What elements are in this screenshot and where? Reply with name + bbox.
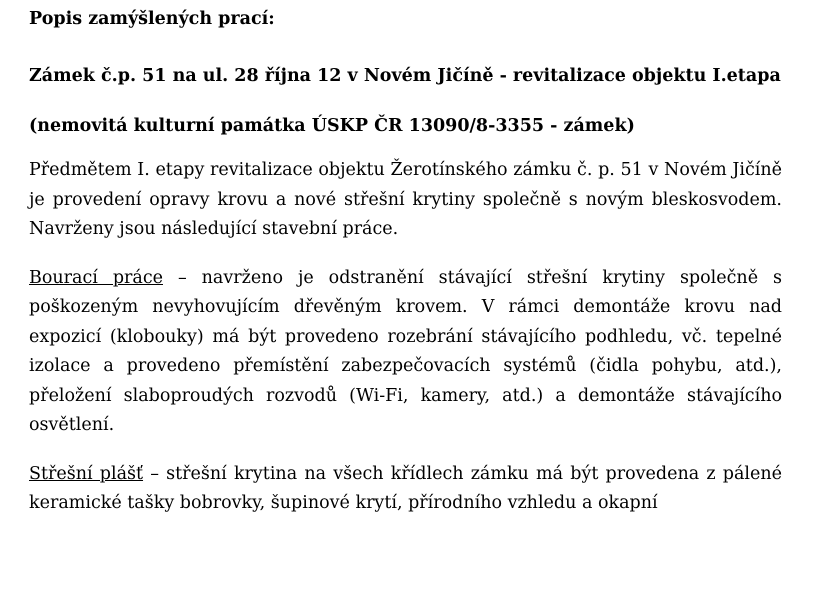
demolition-label: Bourací práce bbox=[29, 267, 163, 288]
document-title: Zámek č.p. 51 na ul. 28 října 12 v Novém Jičíně - revitalizace objektu I.etapa bbox=[29, 66, 781, 86]
roof-text: – střešní krytina na všech křídlech zámku má být provedena z pálené keramické tašky bobrovky, šupinové krytí, přírodního vzhledu a okapní bbox=[29, 463, 782, 513]
roof-paragraph bbox=[29, 460, 782, 519]
roof-label: Střešní plášť bbox=[29, 463, 144, 484]
section-heading: Popis zamýšlených prací: bbox=[29, 9, 275, 29]
demolition-text: – navrženo je odstranění stávající střešní krytiny společně s poškozeným nevyhovujícím dřevěným krovem. V rámci demontáže krovu nad expozicí (klobouky) má být provedeno rozebrání stávajícího podhledu, vč. tepelné izolace a provedeno přemístění zabezpečovacích systémů (čidla pohybu, atd.), přeložení slaboproudých rozvodů (Wi-Fi, kamery, atd.) a demontáže stávajícího osvětlení. bbox=[29, 267, 782, 435]
monument-subtitle: (nemovitá kulturní památka ÚSKP ČR 13090/8-3355 - zámek) bbox=[29, 116, 635, 136]
intro-paragraph: Předmětem I. etapy revitalizace objektu Žerotínského zámku č. p. 51 v Novém Jičíně je provedení opravy krovu a nové střešní krytiny společně s novým bleskosvodem. Navrženy jsou následující stavební práce. bbox=[29, 160, 782, 239]
demolition-paragraph bbox=[29, 264, 782, 441]
